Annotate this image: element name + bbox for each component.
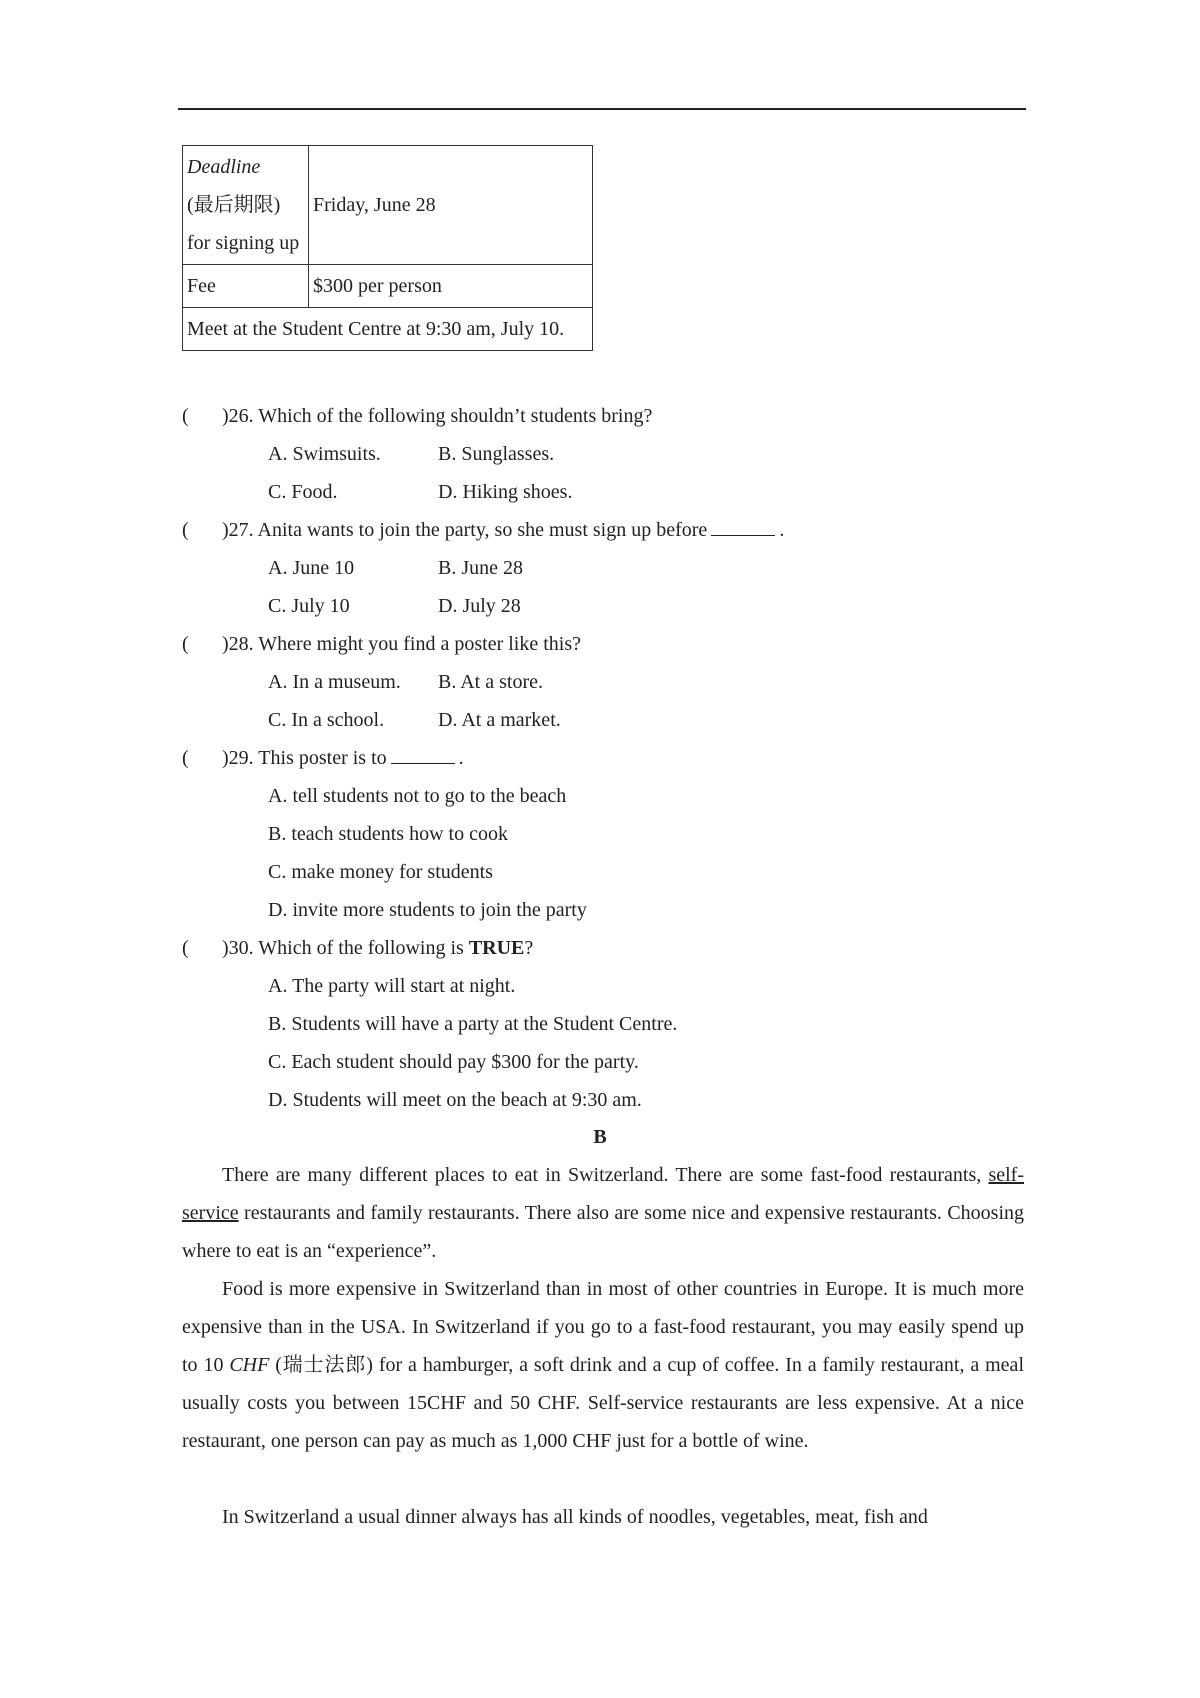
question-29 xyxy=(182,739,464,777)
header-rule xyxy=(178,108,1026,110)
option-30d: D. Students will meet on the beach at 9:30 am. xyxy=(268,1089,642,1111)
option-27d: D. July 28 xyxy=(438,595,521,617)
deadline-chinese: (最后期限) xyxy=(187,194,281,216)
underlined-term: self-service xyxy=(182,1164,1024,1224)
answer-paren: ( xyxy=(182,633,189,655)
question-text: )26. Which of the following shouldn’t students bring? xyxy=(222,405,653,427)
option-29a: A. tell students not to go to the beach xyxy=(268,785,567,807)
passage-paragraph-3 xyxy=(182,1498,1024,1536)
paragraph-text: restaurants and family restaurants. There also are some nice and expensive restaurants. Choosing where to eat is an “experience”. xyxy=(182,1202,1024,1262)
question-text: )27. Anita wants to join the party, so she must sign up before xyxy=(222,519,708,541)
deadline-label: Deadline xyxy=(187,156,261,178)
question-26 xyxy=(182,397,652,435)
answer-blank xyxy=(391,741,455,764)
option-28b: B. At a store. xyxy=(438,671,543,693)
deadline-label-cell xyxy=(183,146,309,265)
answer-paren: ( xyxy=(182,937,189,959)
question-text: )29. This poster is to xyxy=(222,747,387,769)
answer-paren: ( xyxy=(182,747,189,769)
paragraph-text: Food is more expensive in Switzerland than in most of other countries in Europe. It is much more expensive than in the USA. In Switzerland if you go to a fast-food restaurant, you may easily spend up to 10 xyxy=(182,1278,1024,1376)
option-29b: B. teach students how to cook xyxy=(268,823,508,845)
answer-blank xyxy=(711,513,775,536)
fee-value: $300 per person xyxy=(309,265,593,308)
option-27c: C. July 10 xyxy=(268,595,350,617)
answer-paren: ( xyxy=(182,405,189,427)
question-text: )30. Which of the following is xyxy=(222,937,469,959)
answer-paren: ( xyxy=(182,519,189,541)
option-27a: A. June 10 xyxy=(268,557,355,579)
paragraph-text: (瑞士法郎) for a hamburger, a soft drink and a cup of coffee. In a family restaurant, a meal usually costs you between 15CHF and 50 CHF. Self-service restaurants are less expensive. At a nice restaurant, one person can pay as much as 1,000 CHF just for a bottle of wine. xyxy=(182,1354,1024,1452)
option-28c: C. In a school. xyxy=(268,709,385,731)
poster-info-table xyxy=(182,145,593,351)
paragraph-text: There are many different places to eat in Switzerland. There are some fast-food restaurants, xyxy=(222,1164,989,1186)
italic-term: CHF xyxy=(229,1354,270,1376)
option-30c: C. Each student should pay $300 for the party. xyxy=(268,1051,639,1073)
paragraph-text: In Switzerland a usual dinner always has all kinds of noodles, vegetables, meat, fish and xyxy=(222,1506,928,1528)
deadline-value: Friday, June 28 xyxy=(309,146,593,265)
option-26b: B. Sunglasses. xyxy=(438,443,555,465)
question-28 xyxy=(182,625,581,663)
option-26c: C. Food. xyxy=(268,481,338,503)
option-27b: B. June 28 xyxy=(438,557,523,579)
question-emphasis: TRUE xyxy=(468,937,525,959)
question-30 xyxy=(182,929,533,967)
option-30a: A. The party will start at night. xyxy=(268,975,516,997)
passage-paragraph-2 xyxy=(182,1270,1024,1460)
option-26a: A. Swimsuits. xyxy=(268,443,381,465)
section-heading-b: B xyxy=(593,1126,607,1148)
option-30b: B. Students will have a party at the Student Centre. xyxy=(268,1013,678,1035)
option-26d: D. Hiking shoes. xyxy=(438,481,573,503)
option-28a: A. In a museum. xyxy=(268,671,401,693)
meet-info: Meet at the Student Centre at 9:30 am, July 10. xyxy=(183,308,593,351)
passage-paragraph-1 xyxy=(182,1156,1024,1270)
question-27 xyxy=(182,511,784,549)
option-28d: D. At a market. xyxy=(438,709,561,731)
deadline-suffix: for signing up xyxy=(187,232,300,254)
question-text: )28. Where might you find a poster like this? xyxy=(222,633,581,655)
option-29c: C. make money for students xyxy=(268,861,493,883)
option-29d: D. invite more students to join the party xyxy=(268,899,587,921)
fee-label: Fee xyxy=(183,265,309,308)
question-end: . xyxy=(779,519,785,541)
question-end: ? xyxy=(524,937,534,959)
question-end: . xyxy=(458,747,464,769)
